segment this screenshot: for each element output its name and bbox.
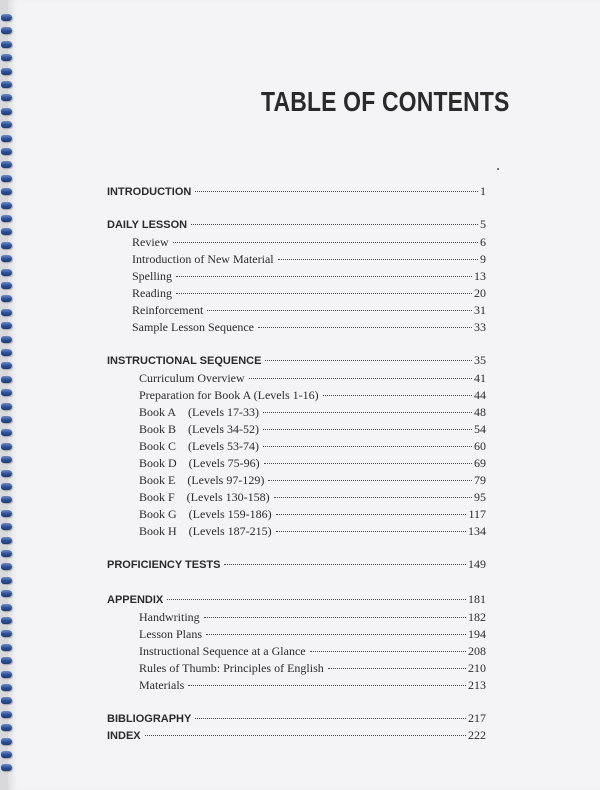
toc-entry-label: Reinforcement — [132, 303, 204, 317]
dot-leader — [224, 563, 466, 565]
dot-leader — [195, 190, 478, 192]
toc-entry — [132, 303, 486, 317]
page-title: TABLE OF CONTENTS — [261, 86, 510, 117]
toc-entry-page-number: 117 — [468, 507, 486, 521]
toc-entry — [139, 439, 486, 453]
dot-leader — [206, 633, 466, 635]
dot-leader — [276, 530, 466, 532]
toc-entry-label: PROFICIENCY TESTS — [107, 559, 221, 571]
toc-entry — [132, 320, 486, 334]
dot-leader — [268, 479, 472, 481]
toc-entry-label: Rules of Thumb: Principles of English — [139, 661, 324, 675]
toc-entry-label: Book H (Levels 187-215) — [139, 524, 272, 538]
toc-entry-label: INDEX — [107, 730, 141, 742]
toc-entry-label: Materials — [139, 678, 185, 692]
toc-entry — [139, 473, 486, 487]
toc-entry-page-number: 31 — [474, 303, 486, 317]
dot-leader — [263, 445, 472, 447]
toc-entry — [139, 661, 486, 675]
toc-entry — [139, 422, 486, 436]
toc-entry-page-number: 181 — [468, 592, 486, 606]
toc-entry — [107, 592, 486, 607]
toc-entry-label: BIBLIOGRAPHY — [107, 713, 192, 725]
dot-leader — [145, 734, 466, 736]
toc-entry-label: Spelling — [132, 269, 173, 283]
toc-entry-label: Reading — [132, 286, 172, 300]
toc-entry — [139, 627, 486, 641]
toc-entry — [132, 286, 486, 300]
toc-entry — [107, 184, 486, 199]
dot-leader — [323, 394, 472, 396]
dot-leader — [176, 292, 472, 294]
dot-leader — [328, 667, 466, 669]
toc-entry-label: Sample Lesson Sequence — [132, 320, 254, 334]
dot-leader — [276, 513, 467, 515]
toc-entry-label: Book F (Levels 130-158) — [139, 490, 270, 504]
toc-entry-page-number: 54 — [474, 422, 486, 436]
dot-leader — [167, 598, 466, 600]
toc-entry-label: Book C (Levels 53-74) — [139, 439, 259, 453]
toc-entry-label: APPENDIX — [107, 594, 164, 606]
dot-leader — [263, 411, 472, 413]
toc-entry-page-number: 210 — [468, 661, 486, 675]
toc-entry-page-number: 208 — [468, 644, 486, 658]
toc-entry-page-number: 41 — [474, 371, 486, 385]
toc-entry-page-number: 213 — [468, 678, 486, 692]
toc-entry-page-number: 13 — [474, 269, 486, 283]
toc-entry-label: Handwriting — [139, 610, 200, 624]
dot-leader — [263, 428, 472, 430]
toc-entry-label: Preparation for Book A (Levels 1-16) — [139, 388, 319, 402]
toc-entry — [139, 405, 486, 419]
toc-entry — [107, 217, 486, 232]
toc-entry-page-number: 194 — [468, 627, 486, 641]
toc-entry — [132, 269, 486, 283]
toc-entry-page-number: 35 — [474, 353, 486, 367]
dot-leader — [310, 650, 466, 652]
toc-entry-label: Instructional Sequence at a Glance — [139, 644, 306, 658]
toc-entry — [107, 353, 486, 368]
toc-entry-label: Introduction of New Material — [132, 252, 274, 266]
dot-leader — [207, 309, 472, 311]
toc-entry — [139, 507, 486, 521]
dot-leader — [195, 717, 466, 719]
toc-entry — [107, 728, 486, 743]
toc-entry-page-number: 9 — [480, 252, 486, 266]
dot-leader — [264, 462, 472, 464]
dot-leader — [249, 377, 472, 379]
toc-entry-page-number: 217 — [468, 711, 486, 725]
dot-leader — [176, 275, 472, 277]
toc-entry-page-number: 6 — [480, 235, 486, 249]
toc-entry-label: Review — [132, 235, 169, 249]
toc-entry — [139, 524, 486, 538]
dot-leader — [278, 258, 478, 260]
toc-entry — [139, 388, 486, 402]
toc-entry-label: Book G (Levels 159-186) — [139, 507, 272, 521]
toc-entry-page-number: 20 — [474, 286, 486, 300]
dot-leader — [188, 684, 466, 686]
toc-entry-label: Book D (Levels 75-96) — [139, 456, 260, 470]
toc-entry-label: Book E (Levels 97-129) — [139, 473, 265, 487]
toc-entry-page-number: 79 — [474, 473, 486, 487]
toc-entry — [107, 557, 486, 572]
toc-entry — [132, 252, 486, 266]
toc-entry — [139, 610, 486, 624]
dot-leader — [258, 326, 472, 328]
toc-entry — [139, 644, 486, 658]
dot-leader — [265, 359, 472, 361]
toc-entry-page-number: 134 — [468, 524, 486, 538]
toc-entry-page-number: 60 — [474, 439, 486, 453]
dot-leader — [173, 241, 478, 243]
toc-entry — [107, 711, 486, 726]
toc-entry-label: Book A (Levels 17-33) — [139, 405, 259, 419]
toc-entry — [139, 678, 486, 692]
toc-entry-page-number: 44 — [474, 388, 486, 402]
toc-entry-page-number: 48 — [474, 405, 486, 419]
toc-entry-page-number: 69 — [474, 456, 486, 470]
toc-entry-label: INSTRUCTIONAL SEQUENCE — [107, 355, 262, 367]
toc-entry-label: DAILY LESSON — [107, 219, 188, 231]
dot-leader — [191, 223, 478, 225]
toc-entry-page-number: 5 — [480, 217, 486, 231]
toc-entry — [139, 490, 486, 504]
toc-entry — [132, 235, 486, 249]
toc-entry — [139, 371, 486, 385]
toc-entry-page-number: 33 — [474, 320, 486, 334]
toc-entry-label: Lesson Plans — [139, 627, 202, 641]
toc-entry-page-number: 182 — [468, 610, 486, 624]
toc-entry — [139, 456, 486, 470]
toc-entry-label: INTRODUCTION — [107, 186, 192, 198]
toc-entry-label: Book B (Levels 34-52) — [139, 422, 259, 436]
dot-leader — [274, 496, 472, 498]
toc-entry-page-number: 222 — [468, 728, 486, 742]
toc-entry-page-number: 95 — [474, 490, 486, 504]
dot-leader — [204, 616, 466, 618]
toc-entry-page-number: 1 — [480, 184, 486, 198]
toc-entry-label: Curriculum Overview — [139, 371, 245, 385]
toc-entry-page-number: 149 — [468, 557, 486, 571]
